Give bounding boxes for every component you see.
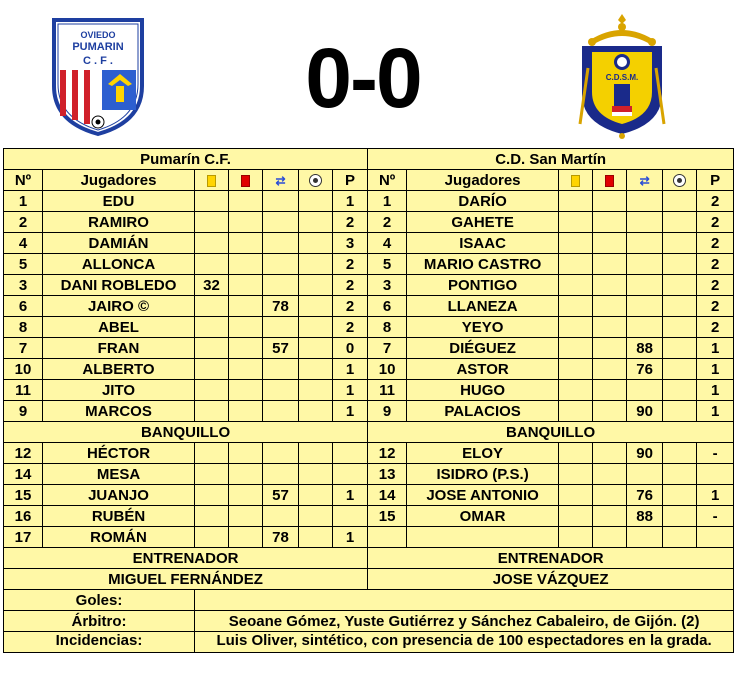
home-player-num: 14 [4, 464, 43, 485]
goals-row-value [195, 590, 734, 611]
away-player-goals [663, 191, 697, 212]
home-player-goals [299, 317, 333, 338]
col-num: Nº [4, 170, 43, 191]
coach-names-row [4, 569, 734, 590]
away-player-red [593, 317, 627, 338]
home-player-yellow [195, 464, 229, 485]
match-header [0, 0, 735, 148]
home-player-name: RUBÉN [43, 506, 195, 527]
col-goals [663, 170, 697, 191]
home-coach-name: MIGUEL FERNÁNDEZ [4, 569, 368, 590]
starter-row [4, 212, 734, 233]
away-player-num: 15 [368, 506, 407, 527]
home-player-goals [299, 233, 333, 254]
substitution-icon: ⇄ [275, 173, 286, 188]
away-player-points: 1 [697, 338, 734, 359]
home-player-goals [299, 359, 333, 380]
home-player-points [333, 506, 368, 527]
away-player-yellow [559, 275, 593, 296]
home-player-name: ALBERTO [43, 359, 195, 380]
home-player-goals [299, 296, 333, 317]
home-player-red [229, 212, 263, 233]
away-player-yellow [559, 380, 593, 401]
starter-row [4, 296, 734, 317]
home-player-goals [299, 485, 333, 506]
home-player-red [229, 191, 263, 212]
away-player-red [593, 233, 627, 254]
away-player-name: ASTOR [407, 359, 559, 380]
away-team-name: C.D. San Martín [368, 149, 734, 170]
home-player-name: HÉCTOR [43, 443, 195, 464]
away-player-num: 12 [368, 443, 407, 464]
goals-row-label: Goles: [4, 590, 195, 611]
away-player-sub: 90 [627, 401, 663, 422]
away-player-num: 13 [368, 464, 407, 485]
away-player-name: GAHETE [407, 212, 559, 233]
away-player-num: 11 [368, 380, 407, 401]
home-player-goals [299, 527, 333, 548]
yellow-card-icon [571, 175, 580, 187]
home-player-num: 7 [4, 338, 43, 359]
away-player-red [593, 485, 627, 506]
starter-row [4, 359, 734, 380]
home-player-num: 9 [4, 401, 43, 422]
away-player-num: 5 [368, 254, 407, 275]
substitution-icon: ⇄ [639, 173, 650, 188]
away-player-num: 14 [368, 485, 407, 506]
home-player-points: 2 [333, 296, 368, 317]
away-player-goals [663, 401, 697, 422]
bench-label-away: BANQUILLO [368, 422, 734, 443]
away-player-yellow [559, 443, 593, 464]
home-player-red [229, 275, 263, 296]
away-player-num: 4 [368, 233, 407, 254]
incidents-row [4, 632, 734, 653]
home-player-num: 15 [4, 485, 43, 506]
home-player-red [229, 233, 263, 254]
crest-line2: PUMARIN [72, 41, 124, 53]
away-player-points: 2 [697, 296, 734, 317]
away-player-goals [663, 296, 697, 317]
home-player-name: DAMIÁN [43, 233, 195, 254]
away-player-name: ISIDRO (P.S.) [407, 464, 559, 485]
away-player-goals [663, 254, 697, 275]
home-player-yellow [195, 443, 229, 464]
crest-line1: OVIEDO [80, 30, 116, 40]
away-player-num: 9 [368, 401, 407, 422]
away-player-points [697, 464, 734, 485]
home-player-points [333, 443, 368, 464]
away-player-red [593, 338, 627, 359]
home-player-points: 1 [333, 485, 368, 506]
away-player-sub [627, 464, 663, 485]
home-player-name: ABEL [43, 317, 195, 338]
home-player-red [229, 506, 263, 527]
away-player-yellow [559, 506, 593, 527]
home-player-yellow [195, 527, 229, 548]
home-player-sub [263, 233, 299, 254]
away-player-points: 1 [697, 401, 734, 422]
away-player-yellow [559, 338, 593, 359]
home-player-points [333, 464, 368, 485]
home-player-points: 1 [333, 527, 368, 548]
red-card-icon [605, 175, 614, 187]
col-players: Jugadores [43, 170, 195, 191]
home-player-red [229, 485, 263, 506]
away-player-goals [663, 338, 697, 359]
bench-row [4, 443, 734, 464]
away-player-num: 6 [368, 296, 407, 317]
home-player-yellow [195, 296, 229, 317]
away-player-goals [663, 275, 697, 296]
coach-label-home: ENTRENADOR [4, 548, 368, 569]
home-player-yellow [195, 380, 229, 401]
away-player-name: DIÉGUEZ [407, 338, 559, 359]
away-player-goals [663, 506, 697, 527]
away-player-yellow [559, 212, 593, 233]
away-player-sub [627, 254, 663, 275]
home-player-red [229, 527, 263, 548]
home-player-num: 4 [4, 233, 43, 254]
bench-row [4, 464, 734, 485]
home-player-goals [299, 275, 333, 296]
away-player-goals [663, 464, 697, 485]
home-player-name: JAIRO © [43, 296, 195, 317]
ball-icon [309, 174, 322, 187]
away-player-yellow [559, 254, 593, 275]
home-player-points: 2 [333, 212, 368, 233]
home-player-goals [299, 506, 333, 527]
home-player-name: EDU [43, 191, 195, 212]
home-player-points: 0 [333, 338, 368, 359]
home-player-yellow [195, 359, 229, 380]
home-player-num: 8 [4, 317, 43, 338]
home-player-points: 2 [333, 254, 368, 275]
col-points: P [697, 170, 734, 191]
col-sub [263, 170, 299, 191]
home-player-goals [299, 443, 333, 464]
home-player-num: 2 [4, 212, 43, 233]
team-names-row [4, 149, 734, 170]
away-player-points: 1 [697, 485, 734, 506]
home-player-num: 5 [4, 254, 43, 275]
home-player-sub [263, 317, 299, 338]
home-player-name: MESA [43, 464, 195, 485]
col-goals [299, 170, 333, 191]
ball-icon [673, 174, 686, 187]
home-player-sub [263, 191, 299, 212]
home-player-points: 2 [333, 275, 368, 296]
away-player-num: 3 [368, 275, 407, 296]
home-player-name: JUANJO [43, 485, 195, 506]
col-num: Nº [368, 170, 407, 191]
away-player-sub [627, 191, 663, 212]
away-player-name: OMAR [407, 506, 559, 527]
home-player-sub [263, 401, 299, 422]
home-player-yellow [195, 485, 229, 506]
away-player-yellow [559, 233, 593, 254]
home-player-red [229, 359, 263, 380]
col-sub [627, 170, 663, 191]
home-team-name: Pumarín C.F. [4, 149, 368, 170]
away-player-sub [627, 317, 663, 338]
away-player-points: 2 [697, 317, 734, 338]
away-player-yellow [559, 464, 593, 485]
away-player-sub [627, 380, 663, 401]
away-player-points: 2 [697, 233, 734, 254]
starter-row [4, 380, 734, 401]
away-player-red [593, 359, 627, 380]
san-martin-crest-icon [568, 12, 676, 140]
away-player-red [593, 296, 627, 317]
col-red [593, 170, 627, 191]
coach-label-away: ENTRENADOR [368, 548, 734, 569]
away-player-name: DARÍO [407, 191, 559, 212]
home-player-sub: 78 [263, 527, 299, 548]
away-player-name: LLANEZA [407, 296, 559, 317]
away-player-yellow [559, 296, 593, 317]
away-player-points: - [697, 443, 734, 464]
home-player-sub [263, 275, 299, 296]
home-player-red [229, 317, 263, 338]
home-player-sub [263, 254, 299, 275]
away-player-sub [627, 233, 663, 254]
referee-row-value: Seoane Gómez, Yuste Gutiérrez y Sánchez Cabaleiro, de Gijón. (2) [195, 611, 734, 632]
home-player-num: 3 [4, 275, 43, 296]
crest-text: C.D.S.M. [605, 73, 639, 82]
away-player-sub: 90 [627, 443, 663, 464]
home-player-points: 1 [333, 359, 368, 380]
away-coach-name: JOSE VÁZQUEZ [368, 569, 734, 590]
crest-line3: C . F . [83, 55, 113, 67]
away-player-goals [663, 527, 697, 548]
away-player-goals [663, 380, 697, 401]
incidents-row-label: Incidencias: [4, 632, 195, 653]
home-player-name: ALLONCA [43, 254, 195, 275]
home-player-sub [263, 380, 299, 401]
away-player-points: 2 [697, 191, 734, 212]
home-player-sub: 78 [263, 296, 299, 317]
away-player-name: MARIO CASTRO [407, 254, 559, 275]
home-player-goals [299, 254, 333, 275]
home-player-goals [299, 212, 333, 233]
away-player-yellow [559, 359, 593, 380]
away-player-name: PONTIGO [407, 275, 559, 296]
starter-row [4, 254, 734, 275]
home-player-name: MARCOS [43, 401, 195, 422]
home-player-name: ROMÁN [43, 527, 195, 548]
away-player-num: 2 [368, 212, 407, 233]
home-player-red [229, 464, 263, 485]
referee-row-label: Árbitro: [4, 611, 195, 632]
yellow-card-icon [207, 175, 216, 187]
home-player-goals [299, 464, 333, 485]
col-points: P [333, 170, 368, 191]
home-player-sub: 57 [263, 338, 299, 359]
home-player-yellow [195, 401, 229, 422]
away-player-sub: 76 [627, 359, 663, 380]
home-player-yellow [195, 338, 229, 359]
away-player-points: 1 [697, 359, 734, 380]
column-headers-row [4, 170, 734, 191]
away-player-sub [627, 296, 663, 317]
away-player-sub: 76 [627, 485, 663, 506]
home-player-yellow [195, 233, 229, 254]
starter-row [4, 401, 734, 422]
away-player-goals [663, 443, 697, 464]
home-player-yellow: 32 [195, 275, 229, 296]
away-player-name: ELOY [407, 443, 559, 464]
away-player-goals [663, 359, 697, 380]
away-player-points: 2 [697, 254, 734, 275]
home-player-num: 17 [4, 527, 43, 548]
home-player-num: 6 [4, 296, 43, 317]
home-player-goals [299, 191, 333, 212]
away-player-red [593, 443, 627, 464]
col-yellow [195, 170, 229, 191]
home-player-red [229, 296, 263, 317]
home-player-name: FRAN [43, 338, 195, 359]
away-player-sub [627, 527, 663, 548]
away-player-sub [627, 212, 663, 233]
away-player-name: ISAAC [407, 233, 559, 254]
red-card-icon [241, 175, 250, 187]
home-player-goals [299, 338, 333, 359]
home-player-points: 3 [333, 233, 368, 254]
home-player-sub [263, 464, 299, 485]
lineup-table [3, 148, 734, 653]
col-red [229, 170, 263, 191]
away-player-name: HUGO [407, 380, 559, 401]
col-players: Jugadores [407, 170, 559, 191]
bench-row [4, 506, 734, 527]
away-player-yellow [559, 485, 593, 506]
bench-row [4, 485, 734, 506]
home-player-yellow [195, 191, 229, 212]
bench-header-row [4, 422, 734, 443]
away-player-goals [663, 317, 697, 338]
home-player-sub [263, 212, 299, 233]
away-player-num: 10 [368, 359, 407, 380]
starter-row [4, 338, 734, 359]
home-player-num: 1 [4, 191, 43, 212]
home-player-num: 11 [4, 380, 43, 401]
home-player-goals [299, 401, 333, 422]
goals-row [4, 590, 734, 611]
away-player-sub: 88 [627, 506, 663, 527]
home-player-points: 1 [333, 401, 368, 422]
home-player-num: 10 [4, 359, 43, 380]
away-player-num [368, 527, 407, 548]
away-player-red [593, 275, 627, 296]
away-player-num: 7 [368, 338, 407, 359]
away-player-red [593, 212, 627, 233]
away-player-name: JOSE ANTONIO [407, 485, 559, 506]
home-player-sub [263, 506, 299, 527]
home-player-points: 2 [333, 317, 368, 338]
away-player-red [593, 380, 627, 401]
away-player-points: - [697, 506, 734, 527]
referee-row [4, 611, 734, 632]
home-player-points: 1 [333, 380, 368, 401]
away-player-red [593, 527, 627, 548]
away-player-yellow [559, 191, 593, 212]
coach-header-row [4, 548, 734, 569]
away-player-yellow [559, 527, 593, 548]
away-player-red [593, 401, 627, 422]
away-player-yellow [559, 317, 593, 338]
incidents-row-value: Luis Oliver, sintético, con presencia de 100 espectadores en la grada. [195, 632, 734, 653]
home-player-red [229, 443, 263, 464]
home-player-yellow [195, 212, 229, 233]
away-player-goals [663, 485, 697, 506]
starter-row [4, 317, 734, 338]
away-player-red [593, 506, 627, 527]
away-player-name: YEYO [407, 317, 559, 338]
home-player-yellow [195, 317, 229, 338]
away-player-points: 2 [697, 275, 734, 296]
home-player-yellow [195, 506, 229, 527]
away-player-points: 2 [697, 212, 734, 233]
away-player-num: 1 [368, 191, 407, 212]
home-player-num: 12 [4, 443, 43, 464]
pumarin-crest-icon [48, 14, 148, 138]
away-player-name: PALACIOS [407, 401, 559, 422]
starter-row [4, 275, 734, 296]
home-player-sub [263, 359, 299, 380]
away-player-red [593, 254, 627, 275]
col-yellow [559, 170, 593, 191]
away-player-points: 1 [697, 380, 734, 401]
away-player-red [593, 191, 627, 212]
bench-row [4, 527, 734, 548]
home-player-sub: 57 [263, 485, 299, 506]
home-player-red [229, 338, 263, 359]
home-player-red [229, 254, 263, 275]
home-player-sub [263, 443, 299, 464]
home-player-points: 1 [333, 191, 368, 212]
home-player-num: 16 [4, 506, 43, 527]
away-player-yellow [559, 401, 593, 422]
away-player-points [697, 527, 734, 548]
home-player-name: RAMIRO [43, 212, 195, 233]
match-score: 0-0 [305, 31, 421, 125]
away-player-sub: 88 [627, 338, 663, 359]
home-player-red [229, 401, 263, 422]
away-player-name [407, 527, 559, 548]
home-player-name: JITO [43, 380, 195, 401]
home-player-yellow [195, 254, 229, 275]
away-player-goals [663, 233, 697, 254]
lineup-body [4, 149, 734, 653]
away-player-num: 8 [368, 317, 407, 338]
home-player-red [229, 380, 263, 401]
away-player-sub [627, 275, 663, 296]
starter-row [4, 233, 734, 254]
bench-label-home: BANQUILLO [4, 422, 368, 443]
home-player-name: DANI ROBLEDO [43, 275, 195, 296]
home-player-goals [299, 380, 333, 401]
starter-row [4, 191, 734, 212]
away-player-red [593, 464, 627, 485]
away-player-goals [663, 212, 697, 233]
